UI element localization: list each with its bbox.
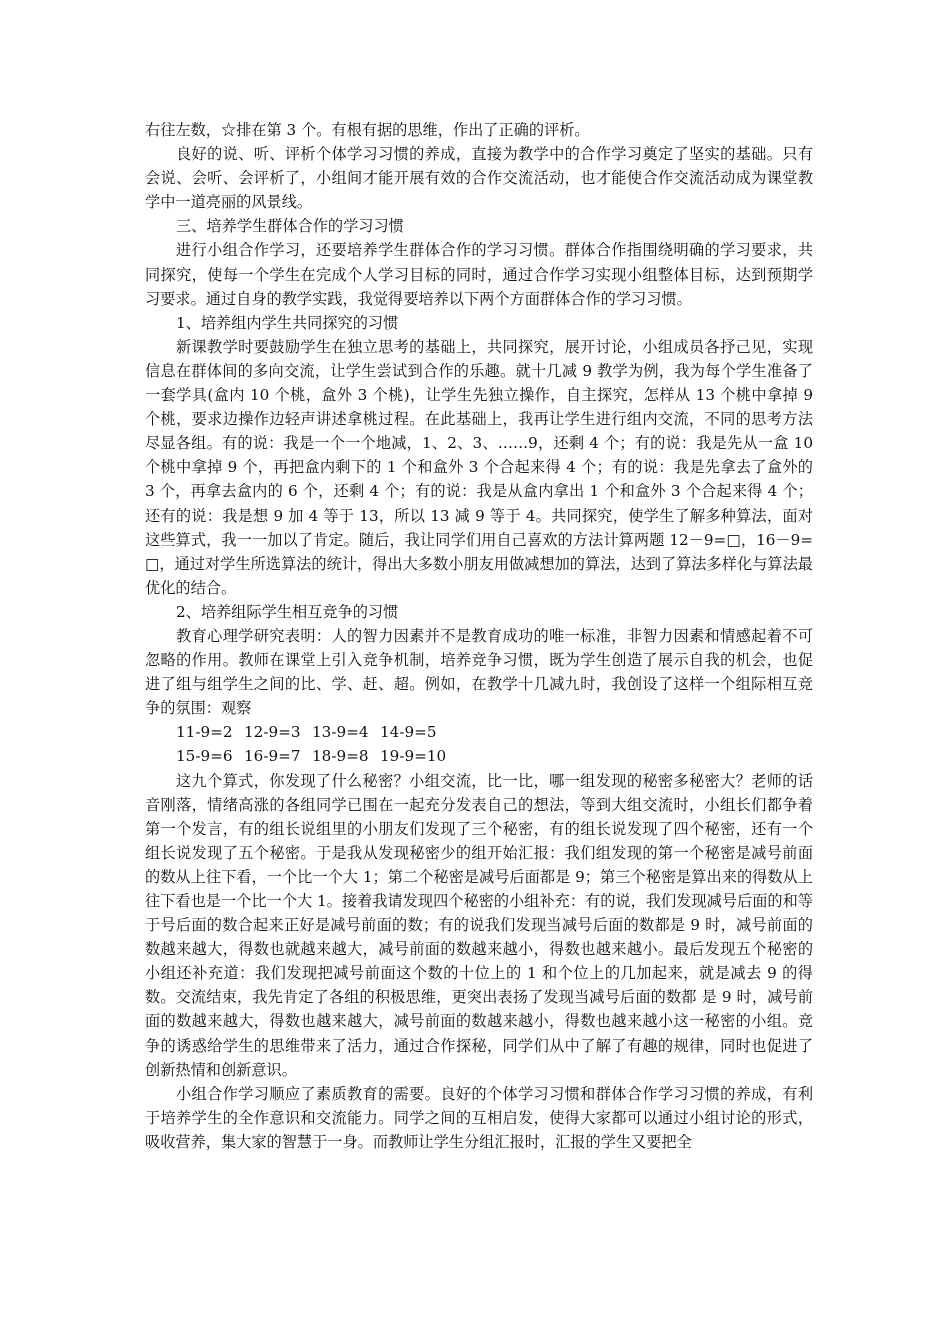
formula: 19-9=10 (380, 747, 447, 766)
paragraph-speaking-listening: 良好的说、听、评析个体学习习惯的养成，直接为教学中的合作学习奠定了坚实的基础。只有会说、会听、会评析了，小组间才能开展有效的合作交流活动，也才能使合作交流活动成为课堂教学中一道亮丽的风景线。 (145, 145, 813, 212)
formula-row-2 (145, 744, 813, 768)
formula-row-1 (145, 720, 813, 744)
formula: 18-9=8 (312, 747, 369, 766)
subheading-2: 2、培养组际学生相互竞争的习惯 (176, 602, 399, 621)
paragraph-group-cooperation: 进行小组合作学习，还要培养学生群体合作的学习习惯。群体合作指围绕明确的学习要求，共同探究，使每一个学生在完成个人学习目标的同时，通过合作学习实现小组整体目标，达到预期学习要求。通过自身的教学实践，我觉得要培养以下两个方面群体合作的学习习惯。 (145, 241, 813, 308)
formula: 16-9=7 (244, 747, 301, 766)
formula: 14-9=5 (380, 723, 437, 742)
paragraph-continuation: 右往左数，☆排在第 3 个。有根有据的思维，作出了正确的评析。 (145, 121, 590, 139)
document-page (145, 118, 813, 1154)
paragraph-conclusion: 小组合作学习顺应了素质教育的需要。良好的个体学习习惯和群体合作学习习惯的养成，有利于培养学生的全作意识和交流能力。同学之间的互相启发，使得大家都可以通过小组讨论的形式，吸收营养，集大家的智慧于一身。而教师让学生分组汇报时，汇报的学生又要把全 (145, 1084, 813, 1151)
paragraph-competition: 教育心理学研究表明：人的智力因素并不是教育成功的唯一标准，非智力因素和情感起着不可忽略的作用。教师在课堂上引入竞争机制，培养竞争习惯，既为学生创造了展示自我的机会，也促进了组与组学生之间的比、学、赶、超。例如，在教学十几减九时，我创设了这样一个组际相互竞争的氛围：观察 (145, 626, 813, 718)
formula: 12-9=3 (244, 723, 301, 742)
formula: 15-9=6 (176, 747, 233, 766)
section-heading-3: 三、培养学生群体合作的学习习惯 (176, 217, 404, 236)
formula: 13-9=4 (312, 723, 369, 742)
subheading-1: 1、培养组内学生共同探究的习惯 (176, 313, 399, 332)
paragraph-joint-exploration: 新课教学时要鼓励学生在独立思考的基础上，共同探究，展开讨论，小组成员各抒己见，实现信息在群体间的多向交流，让学生尝试到合作的乐趣。就十几减 9 教学为例，我为每个学生准备了一套学具(盒内 10 个桃，盒外 3 个桃)，让学生先独立操作，自主探究，怎样从 13 个桃中拿掉 9 个桃，要求边操作边轻声讲述拿桃过程。在此基础上，我再让学生进行组内交流，不同的思考方法尽显各组。有的说：我是一个一个地减，1、2、3、……9，还剩 4 个；有的说：我是先从一盒 10 个桃中拿掉 9 个，再把盒内剩下的 1 个和盒外 3 个合起来得 4 个；有的说：我是先拿去了盒外的 3 个，再拿去盒内的 6 个，还剩 4 个；有的说：我是从盒内拿出 1 个和盒外 3 个合起来得 4 个；还有的说：我是想 9 加 4 等于 13，所以 13 减 9 等于 4。共同探究，使学生了解多种算法，面对这些算式，我一一加以了肯定。随后，我让同学们用自己喜欢的方法计算两题 12－9=□，16－9=□，通过对学生所选算法的统计，得出大多数小朋友用做减想加的算法，达到了算法多样化与算法最优化的结合。 (145, 337, 813, 597)
paragraph-nine-formulas: 这九个算式，你发现了什么秘密？小组交流，比一比，哪一组发现的秘密多秘密大？老师的话音刚落，情绪高涨的各组同学已围在一起充分发表自己的想法，等到大组交流时，小组长们都争着第一个发言，有的组长说组里的小朋友们发现了三个秘密，有的组长说发现了四个秘密，还有一个组长说发现了五个秘密。于是我从发现秘密少的组开始汇报：我们组发现的第一个秘密是减号前面的数从上往下看，一个比一个大 1；第二个秘密是减号后面都是 9；第三个秘密是算出来的得数从上往下看也是一个比一个大 1。接着我请发现四个秘密的小组补充：有的说，我们发现减号后面的和等于号后面的数合起来正好是减号前面的数；有的说我们发现当减号后面的数都是 9 时，减号前面的数越来越大，得数也就越来越大，减号前面的数越来越小，得数也越来越小。最后发现五个秘密的小组还补充道：我们发现把减号前面这个数的十位上的 1 和个位上的几加起来，就是减去 9 的得数。交流结束，我先肯定了各组的积极思维，更突出表扬了发现当减号后面的数都 是 9 时，减号前面的数越来越大，得数也越来越大，减号前面的数越来越小，得数也越来越小这一秘密的小组。竞争的诱惑给学生的思维带来了活力，通过合作探秘，同学们从中了解了有趣的规律，同时也促进了创新热情和创新意识。 (145, 771, 813, 1079)
formula: 11-9=2 (176, 723, 233, 742)
